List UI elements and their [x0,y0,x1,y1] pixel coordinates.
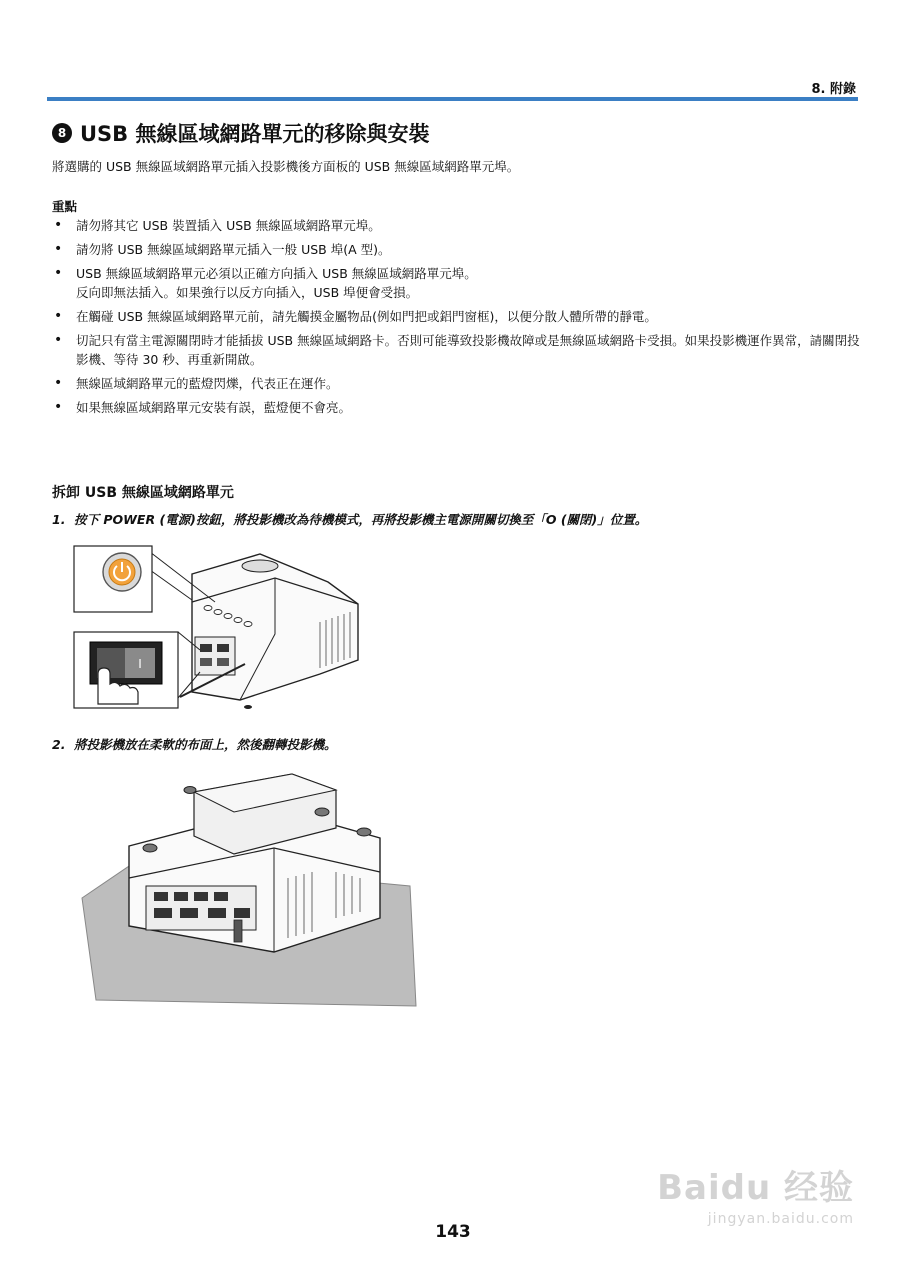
step-2 [52,735,337,753]
power-off-illustration [70,542,362,714]
list-item: • 請勿將其它 USB 裝置插入 USB 無線區域網路單元埠。 [52,216,860,235]
watermark-url: jingyan.baidu.com [707,1211,854,1227]
list-item: • 如果無線區域網路單元安裝有誤，藍燈便不會亮。 [52,398,860,417]
list-item: • 請勿將 USB 無線區域網路單元插入一般 USB 埠(A 型)。 [52,240,860,259]
list-item: • 在觸碰 USB 無線區域網路單元前，請先觸摸金屬物品(例如門把或鋁門窗框)，以便分散人體所帶的靜電。 [52,307,860,326]
step-number: 2. [52,737,66,752]
step-1 [52,510,647,528]
list-item: • 切記只有當主電源關閉時才能插拔 USB 無線區域網路卡。否則可能導致投影機故障或是無線區域網路卡受損。如果投影機運作異常，請關閉投影機、等待 30 秒、再重新開啟。 [52,331,860,369]
step-text: 將投影機放在柔軟的布面上，然後翻轉投影機。 [74,737,337,752]
header-rule [47,97,858,101]
removal-title: 拆卸 USB 無線區域網路單元 [52,485,234,501]
watermark [657,1160,854,1227]
list-item-line: 反向即無法插入。如果強行以反方向插入，USB 埠便會受損。 [76,285,419,300]
chapter-header: 8. 附錄 [811,82,856,97]
list-item: • 無線區域網路單元的藍燈閃爍，代表正在運作。 [52,374,860,393]
switch-mark: I [138,657,142,671]
section-intro: 將選購的 USB 無線區域網路單元插入投影機後方面板的 USB 無線區域網路單元埠。 [52,159,520,174]
section-number-badge: 8 [52,123,72,143]
section-title [52,118,430,148]
list-item [52,264,860,302]
important-label: 重點 [52,199,78,214]
projector-flip-illustration [74,768,420,1012]
list-item-line: USB 無線區域網路單元必須以正確方向插入 USB 無線區域網路單元埠。 [76,266,477,281]
step-text: 按下 POWER (電源)按鈕，將投影機改為待機模式，再將投影機主電源開關切換至「O (關閉)」位置。 [74,512,648,527]
page-number: 143 [435,1222,471,1242]
step-number: 1. [52,512,66,527]
section-title-text: USB 無線區域網路單元的移除與安裝 [80,122,430,146]
watermark-brand: Baidu 经验 [657,1168,854,1208]
important-list [52,216,860,422]
